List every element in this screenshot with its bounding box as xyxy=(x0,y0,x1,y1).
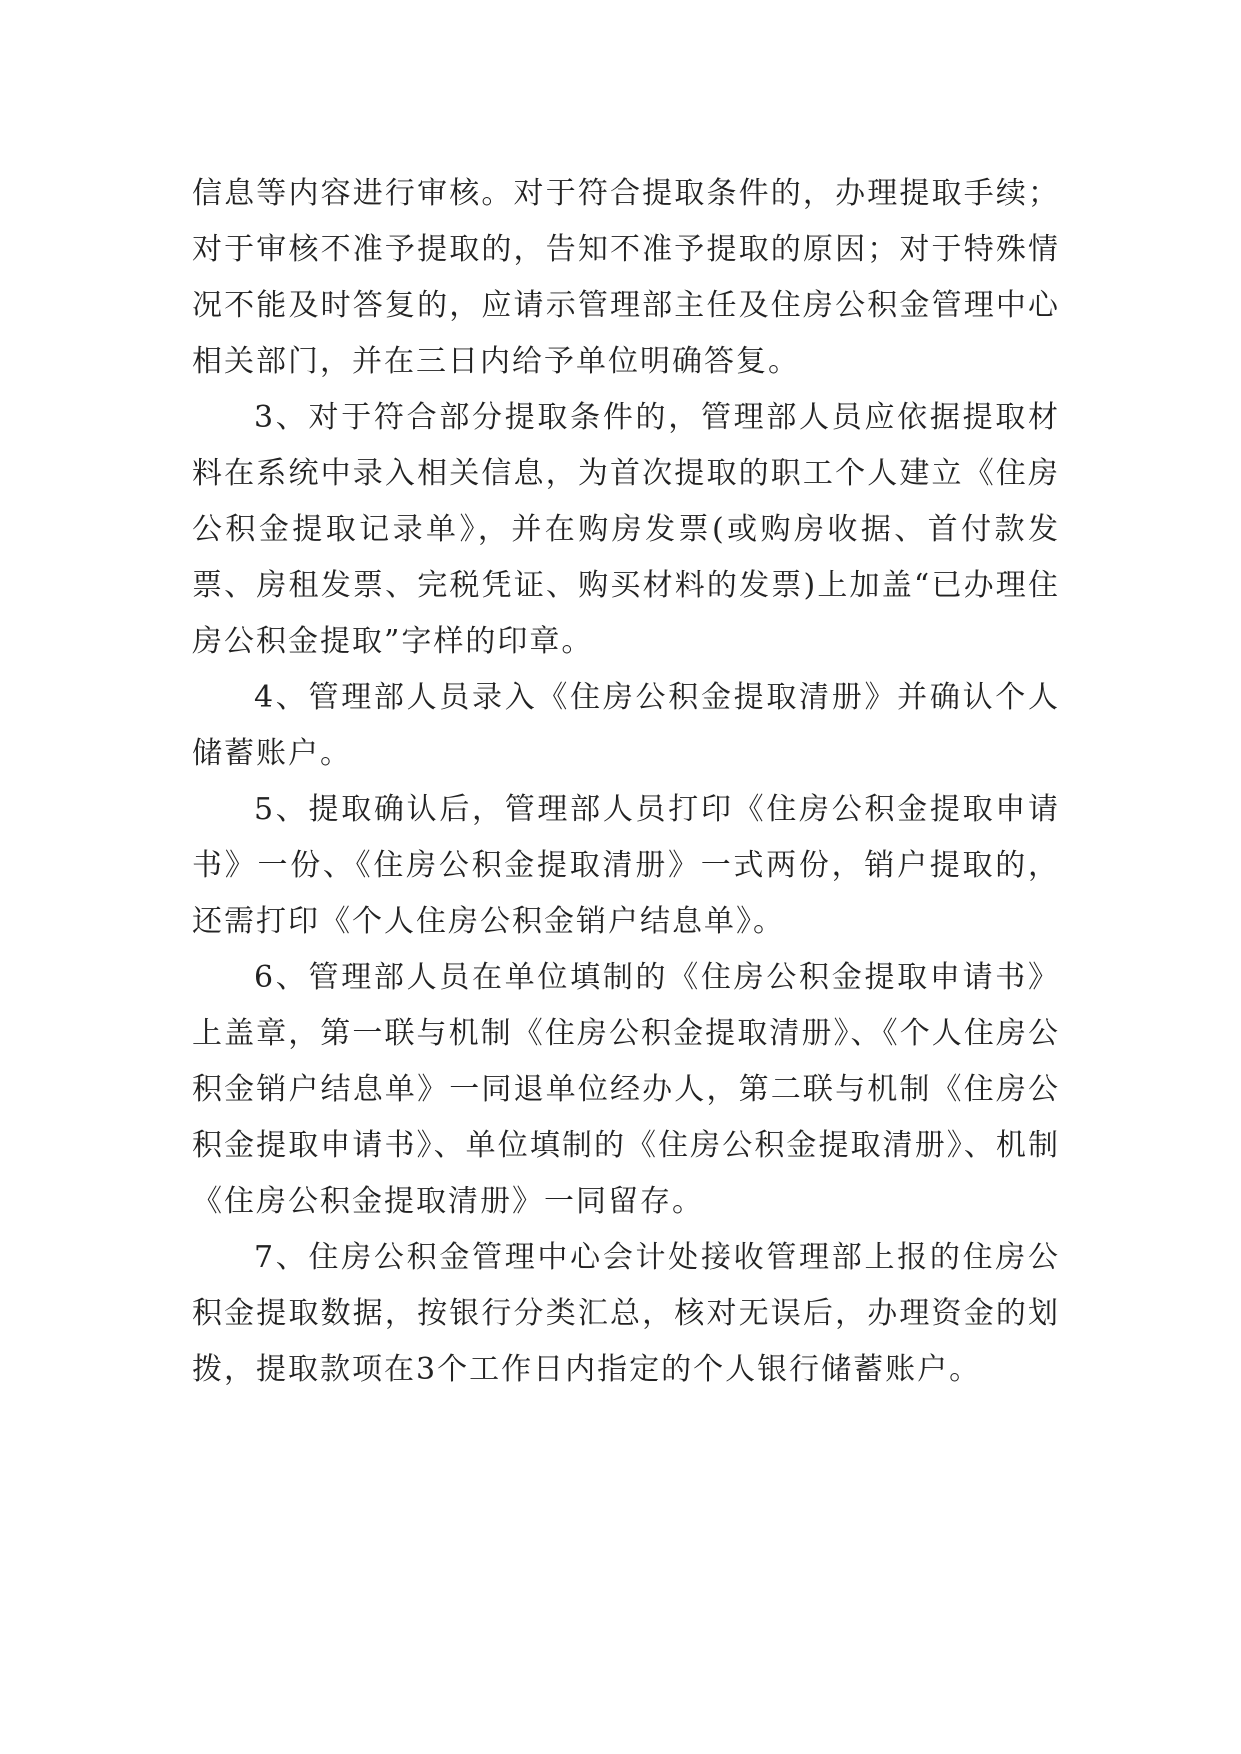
paragraph-item-7: 7、住房公积金管理中心会计处接收管理部上报的住房公积金提取数据，按银行分类汇总，核对无误后，办理资金的划拨，提取款项在3个工作日内指定的个人银行储蓄账户。 xyxy=(192,1240,1060,1387)
paragraph-item-4: 4、管理部人员录入《住房公积金提取清册》并确认个人储蓄账户。 xyxy=(192,680,1060,771)
paragraph-continuation: 信息等内容进行审核。对于符合提取条件的，办理提取手续；对于审核不准予提取的，告知不准予提取的原因；对于特殊情况不能及时答复的，应请示管理部主任及住房公积金管理中心相关部门，并在三日内给予单位明确答复。 xyxy=(192,176,1060,379)
paragraph-item-3: 3、对于符合部分提取条件的，管理部人员应依据提取材料在系统中录入相关信息，为首次提取的职工个人建立《住房公积金提取记录单》，并在购房发票(或购房收据、首付款发票、房租发票、完税凭证、购买材料的发票)上加盖“已办理住房公积金提取”字样的印章。 xyxy=(192,400,1060,659)
paragraph-item-5: 5、提取确认后，管理部人员打印《住房公积金提取申请书》一份、《住房公积金提取清册》一式两份，销户提取的，还需打印《个人住房公积金销户结息单》。 xyxy=(192,792,1060,939)
paragraph-item-6: 6、管理部人员在单位填制的《住房公积金提取申请书》上盖章，第一联与机制《住房公积金提取清册》、《个人住房公积金销户结息单》一同退单位经办人，第二联与机制《住房公积金提取申请书》、单位填制的《住房公积金提取清册》、机制《住房公积金提取清册》一同留存。 xyxy=(192,960,1060,1219)
document-body xyxy=(192,166,1060,1398)
